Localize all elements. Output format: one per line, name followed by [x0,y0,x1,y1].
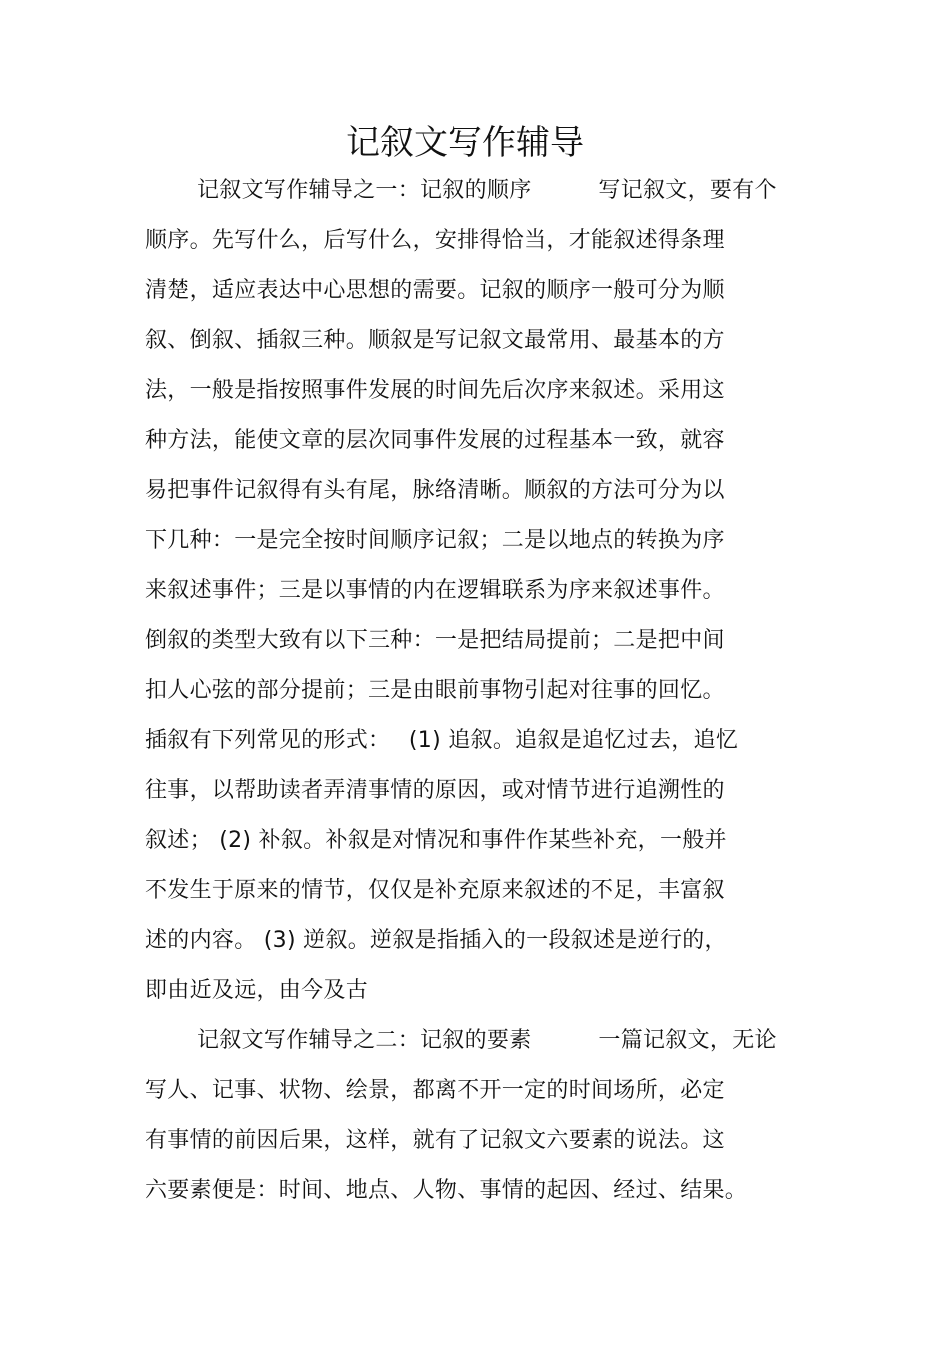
text-line: 易把事件记叙得有头有尾，脉络清晰。顺叙的方法可分为以 [145,478,725,503]
text-line: 扣人心弦的部分提前；三是由眼前事物引起对往事的回忆。 [145,678,725,703]
text-line: 法，一般是指按照事件发展的时间先后次序来叙述。采用这 [145,378,725,403]
text-line: 清楚，适应表达中心思想的需要。记叙的顺序一般可分为顺 [145,278,725,303]
text-line: 述的内容。 (3) 逆叙。逆叙是指插入的一段叙述是逆行的， [145,928,727,953]
text-line: 顺序。先写什么，后写什么，安排得恰当，才能叙述得条理 [145,228,725,253]
text-line: 即由近及远，由今及古 [145,978,369,1003]
text-line: 叙述； (2) 补叙。补叙是对情况和事件作某些补充，一般并 [145,828,727,853]
text-line: 不发生于原来的情节，仅仅是补充原来叙述的不足，丰富叙 [145,878,725,903]
text-line: 种方法，能使文章的层次同事件发展的过程基本一致，就容 [145,428,725,453]
text-line: 写人、记事、状物、绘景，都离不开一定的时间场所，必定 [145,1078,725,1103]
document-title: 记叙文写作辅导 [346,123,584,163]
text-line: 有事情的前因后果，这样，就有了记叙文六要素的说法。这 [145,1128,725,1153]
text-line: 记叙文写作辅导之二：记叙的要素 一篇记叙文，无论 [197,1028,777,1053]
text-line: 往事，以帮助读者弄清事情的原因，或对情节进行追溯性的 [145,778,725,803]
text-line: 倒叙的类型大致有以下三种：一是把结局提前；二是把中间 [145,628,725,653]
text-line: 六要素便是：时间、地点、人物、事情的起因、经过、结果。 [145,1178,748,1203]
text-line: 下几种：一是完全按时间顺序记叙；二是以地点的转换为序 [145,528,725,553]
text-line: 来叙述事件；三是以事情的内在逻辑联系为序来叙述事件。 [145,578,725,603]
text-line: 叙、倒叙、插叙三种。顺叙是写记叙文最常用、最基本的方 [145,328,725,353]
text-line: 插叙有下列常见的形式： (1) 追叙。追叙是追忆过去，追忆 [145,728,739,753]
text-line: 记叙文写作辅导之一：记叙的顺序 写记叙文，要有个 [197,178,777,203]
